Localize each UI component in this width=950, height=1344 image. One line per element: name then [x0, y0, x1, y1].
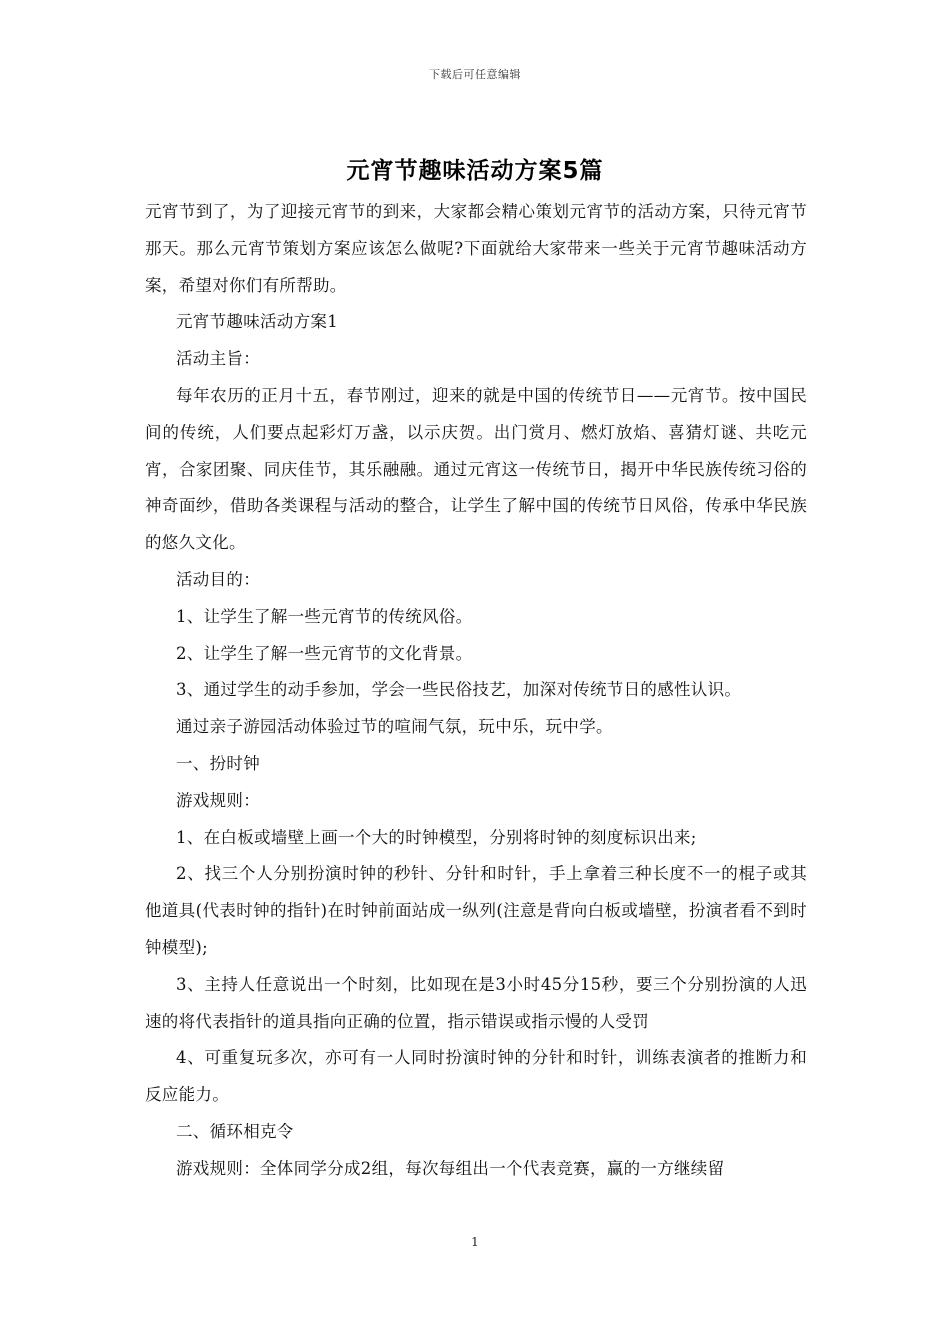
paragraph: 元宵节到了，为了迎接元宵节的到来，大家都会精心策划元宵节的活动方案，只待元宵节那天。那么元宵节策划方案应该怎么做呢?下面就给大家带来一些关于元宵节趣味活动方案，希望对你们有所帮助。: [145, 202, 807, 295]
paragraph: 游戏规则：: [176, 790, 260, 810]
paragraph: 2、让学生了解一些元宵节的文化背景。: [176, 643, 473, 663]
page-number: 1: [471, 1235, 479, 1249]
paragraph: 通过亲子游园活动体验过节的喧闹气氛，玩中乐，玩中学。: [176, 717, 613, 737]
paragraph: 4、可重复玩多次，亦可有一人同时扮演时钟的分针和时针，训练表演者的推断力和反应能力。: [145, 1048, 807, 1105]
paragraph: 3、主持人任意说出一个时刻，比如现在是3小时45分15秒，要三个分别扮演的人迅速的将代表指针的道具指向正确的位置，指示错误或指示慢的人受罚: [145, 974, 807, 1031]
document-title: 元宵节趣味活动方案5篇: [346, 158, 604, 184]
paragraph: 二、循环相克令: [176, 1121, 294, 1141]
paragraph: 游戏规则：全体同学分成2组，每次每组出一个代表竞赛，赢的一方继续留: [176, 1158, 725, 1178]
paragraph: 活动目的：: [176, 569, 260, 589]
paragraph: 1、在白板或墙壁上画一个大的时钟模型，分别将时钟的刻度标识出来;: [176, 827, 697, 847]
paragraph: 1、让学生了解一些元宵节的传统风俗。: [176, 606, 473, 626]
paragraph: 元宵节趣味活动方案1: [176, 312, 338, 332]
document-body: [145, 194, 807, 1188]
paragraph: 活动主旨：: [176, 349, 260, 369]
paragraph: 3、通过学生的动手参加，学会一些民俗技艺，加深对传统节日的感性认识。: [176, 680, 742, 700]
paragraph: 每年农历的正月十五，春节刚过，迎来的就是中国的传统节日——元宵节。按中国民间的传统，人们要点起彩灯万盏，以示庆贺。出门赏月、燃灯放焰、喜猜灯谜、共吃元宵，合家团聚、同庆佳节，其乐融融。通过元宵这一传统节日，揭开中华民族传统习俗的神奇面纱，借助各类课程与活动的整合，让学生了解中国的传统节日风俗，传承中华民族的悠久文化。: [145, 385, 807, 553]
paragraph: 一、扮时钟: [176, 753, 260, 773]
paragraph: 2、找三个人分别扮演时钟的秒针、分针和时针，手上拿着三种长度不一的棍子或其他道具(代表时钟的指针)在时钟前面站成一纵列(注意是背向白板或墙壁，扮演者看不到时钟模型);: [145, 864, 807, 957]
header-note: 下载后可任意编辑: [429, 68, 521, 81]
